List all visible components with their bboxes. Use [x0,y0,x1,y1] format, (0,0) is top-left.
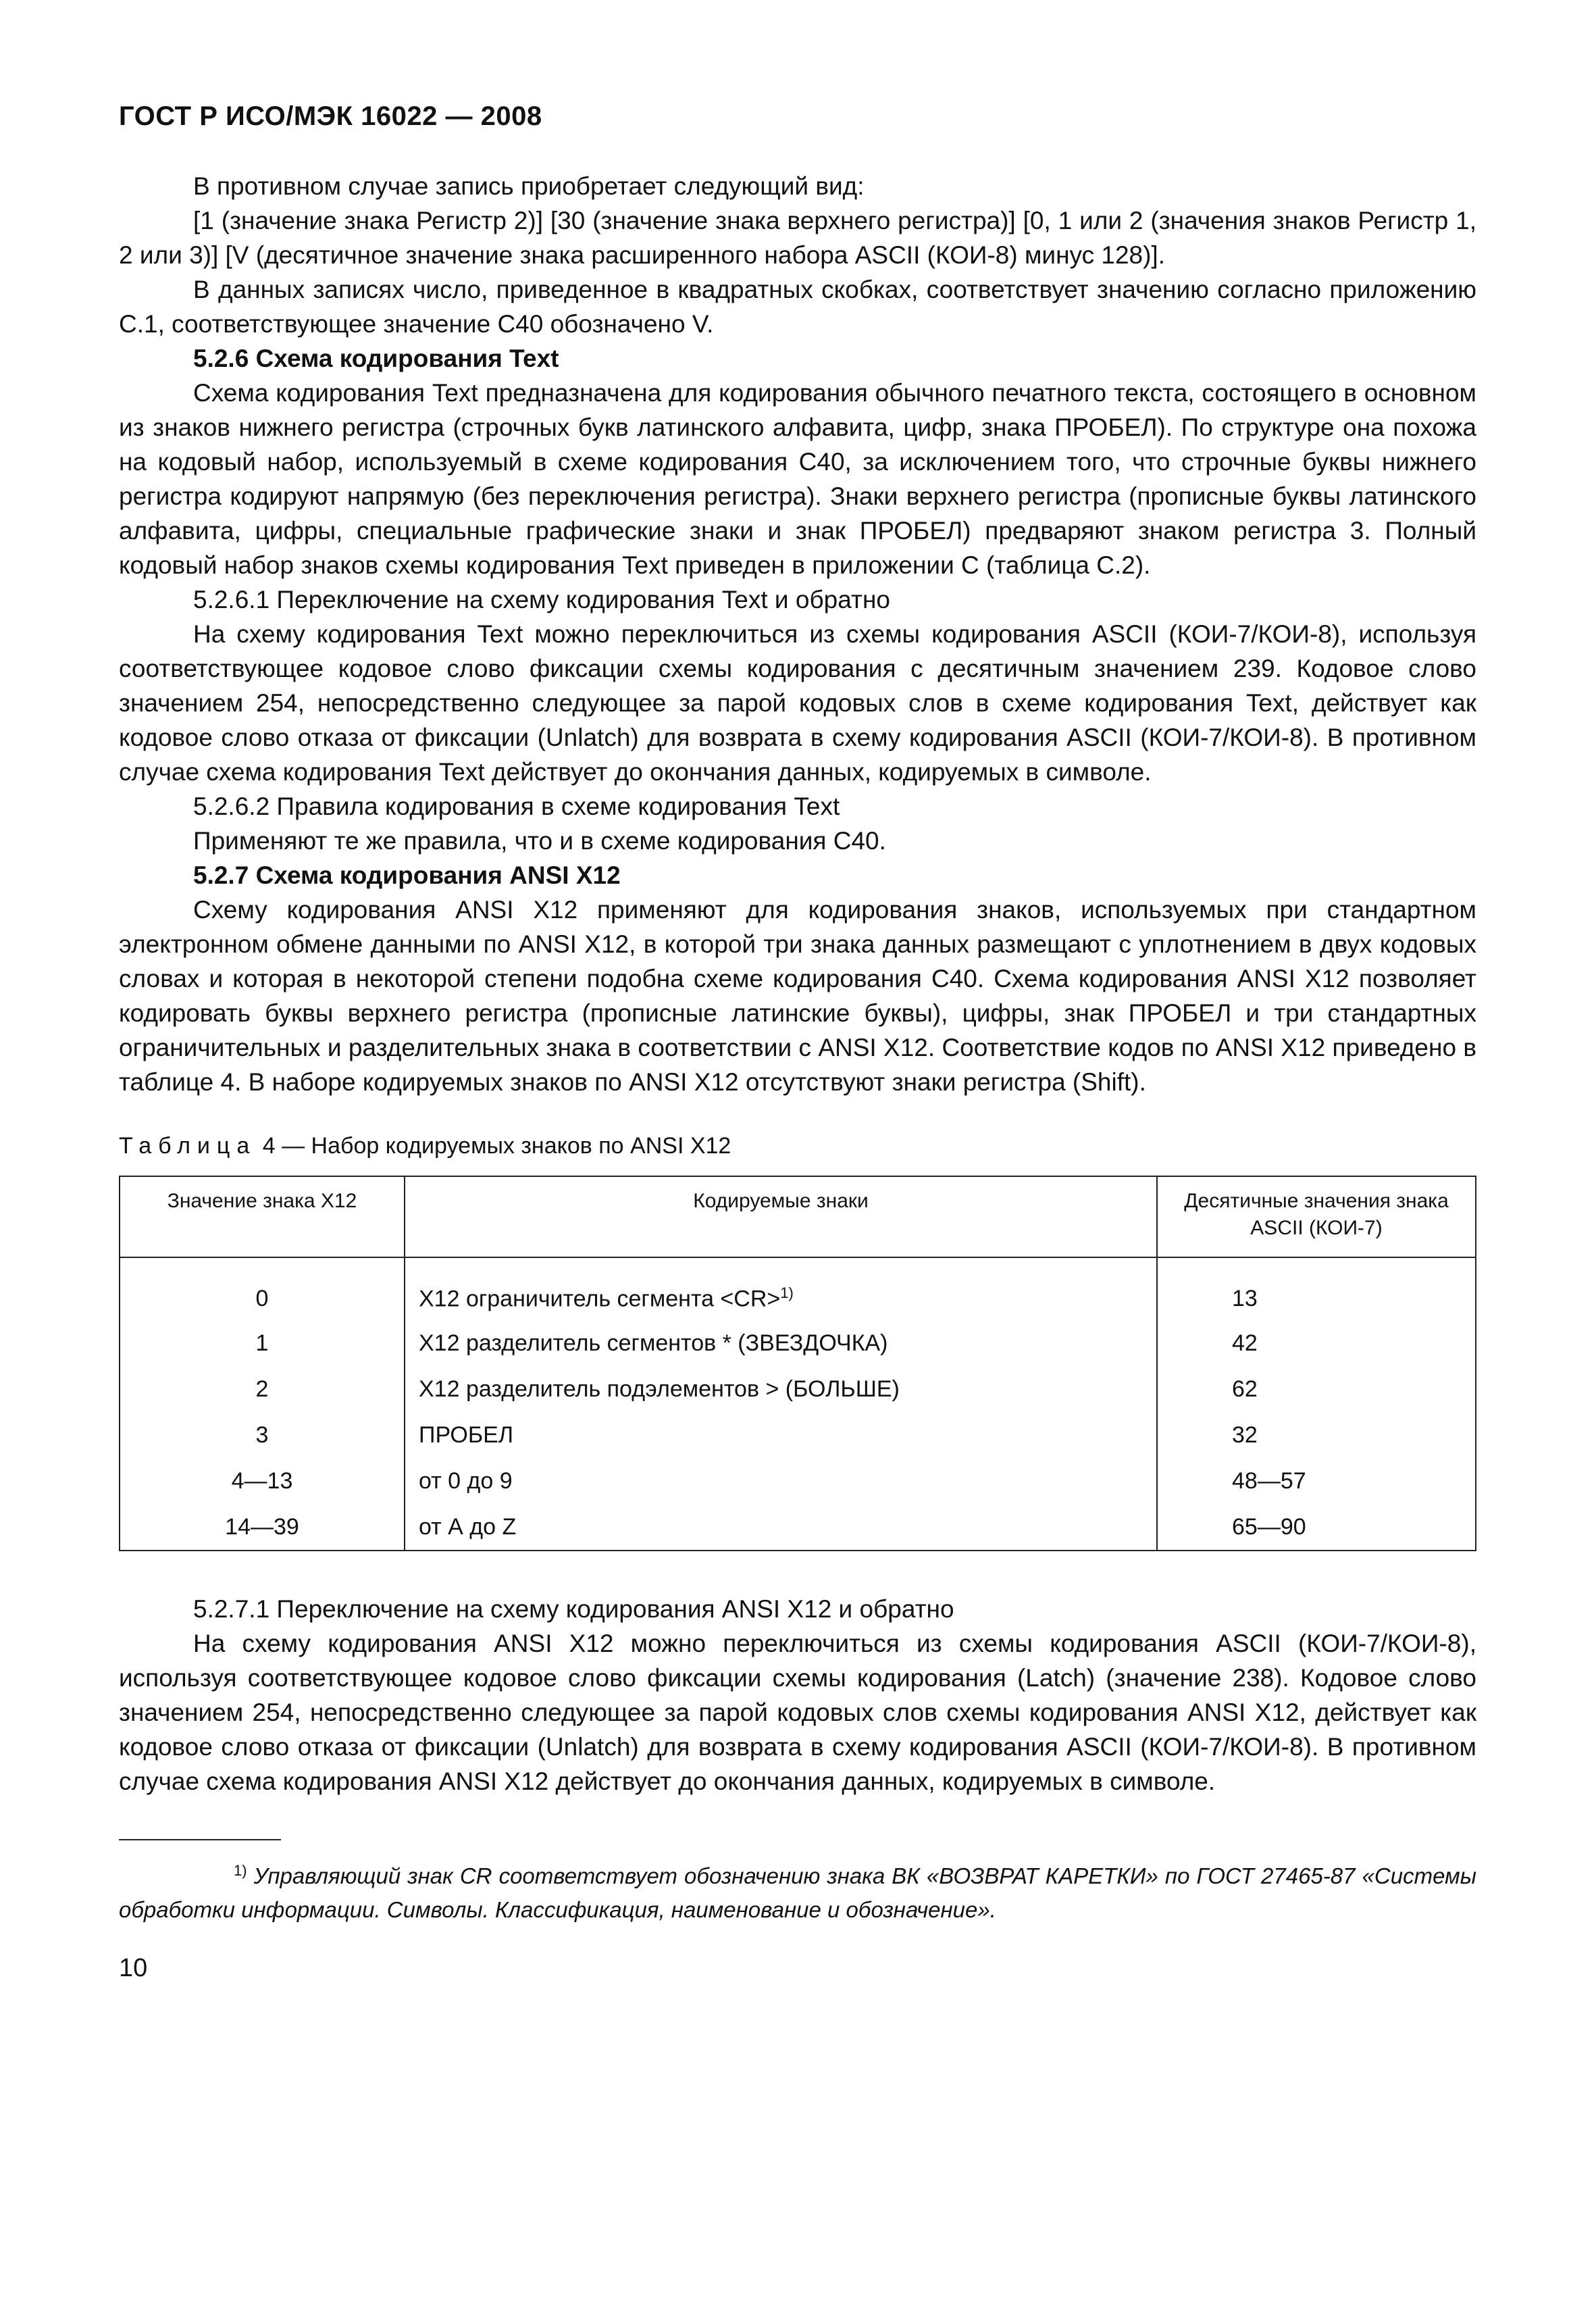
table-header-cell: Десятичные значения знака ASCII (КОИ-7) [1157,1176,1476,1257]
footnote-marker: 1) [234,1862,247,1879]
paragraph: В данных записях число, приведенное в квадратных скобках, соответствует значению согласно приложению С.1, соответствующее значение С40 обозначено V. [119,276,1476,338]
paragraph: В противном случае запись приобретает следующий вид: [193,172,865,200]
document-page [119,101,1476,1983]
table-cell: 1 [120,1320,405,1366]
table-cell [405,1257,1157,1320]
table-cell: от А до Z [405,1504,1157,1551]
table-cell: ПРОБЕЛ [405,1412,1157,1458]
paragraph: На схему кодирования Text можно переключиться из схемы кодирования ASCII (КОИ-7/КОИ-8), используя соответствующее кодовое слово фиксации схемы кодирования с десятичным значением 239. Кодовое слово значением 254, непосредственно следующее за парой кодовых слов в схеме кодирования Text, действует как кодовое слово отказа от фиксации (Unlatch) для возврата в схему кодирования ASCII (КОИ-7/КОИ-8). В противном случае схема кодирования Text действует до окончания данных, кодируемых в символе. [119,620,1476,786]
table-cell: X12 разделитель подэлементов > (БОЛЬШЕ) [405,1366,1157,1412]
table-cell: 65—90 [1157,1504,1476,1551]
subsection-title-5-2-7-1: 5.2.7.1 Переключение на схему кодирования ANSI X12 и обратно [193,1595,954,1623]
table-cell: от 0 до 9 [405,1458,1157,1504]
table-cell: 62 [1157,1366,1476,1412]
paragraph: Схема кодирования Text предназначена для кодирования обычного печатного текста, состоящего в основном из знаков нижнего регистра (строчных букв латинского алфавита, цифр, знака ПРОБЕЛ). По структуре она похожа на кодовый набор, используемый в схеме кодирования С40, за исключением того, что строчные буквы нижнего регистра кодируют напрямую (без переключения регистра). Знаки верхнего регистра (прописные буквы латинского алфавита, цифры, специальные графические знаки и знак ПРОБЕЛ) предваряют знаком регистра 3. Полный кодовый набор знаков схемы кодирования Text приведен в приложении С (таблица С.2). [119,379,1476,579]
table-caption [119,1133,1476,1159]
footnote-divider [119,1839,281,1840]
table-cell: 42 [1157,1320,1476,1366]
x12-table [119,1176,1476,1551]
table-caption-prefix: Таблица [119,1133,257,1159]
table-cell: 3 [120,1412,405,1458]
table-cell: 0 [120,1257,405,1320]
page-number: 10 [119,1954,148,1982]
section-heading-5-2-6: 5.2.6 Схема кодирования Text [193,345,559,372]
table-row [120,1412,1476,1458]
footnote-text: Управляющий знак CR соответствует обозначению знака ВК «ВОЗВРАТ КАРЕТКИ» по ГОСТ 27465-87 «Системы обработки информации. Символы. Классификация, наименование и обозначение». [119,1863,1476,1922]
page-header: ГОСТ Р ИСО/МЭК 16022 — 2008 [119,101,542,131]
table-row [120,1366,1476,1412]
section-heading-5-2-7: 5.2.7 Схема кодирования ANSI X12 [193,861,621,889]
subsection-title-5-2-6-1: 5.2.6.1 Переключение на схему кодирования Text и обратно [193,586,890,613]
paragraph: Схему кодирования ANSI X12 применяют для кодирования знаков, используемых при стандартном электронном обмене данными по ANSI X12, в которой три знака данных размещают с уплотнением в двух кодовых словах и которая в некоторой степени подобна схеме кодирования С40. Схема кодирования ANSI X12 позволяет кодировать буквы верхнего регистра (прописные латинские буквы), цифры, знак ПРОБЕЛ и три стандартных ограничительных и разделительных знака в соответствии с ANSI X12. Соответствие кодов по ANSI X12 приведено в таблице 4. В наборе кодируемых знаков по ANSI X12 отсутствуют знаки регистра (Shift). [119,896,1476,1096]
footnote [119,1854,1476,1927]
table-row [120,1320,1476,1366]
table-cell: 14—39 [120,1504,405,1551]
table-header-cell: Кодируемые знаки [405,1176,1157,1257]
paragraph: [1 (значение знака Регистр 2)] [30 (значение знака верхнего регистра)] [0, 1 или 2 (значения знаков Регистр 1, 2 или 3)] [V (десятичное значение знака расширенного набора ASCII (КОИ-8) минус 128)]. [119,207,1476,269]
table-row [120,1504,1476,1551]
table-header-cell: Значение знака X12 [120,1176,405,1257]
table-cell: 48—57 [1157,1458,1476,1504]
table-cell: 4—13 [120,1458,405,1504]
table-row [120,1257,1476,1320]
table-row [120,1458,1476,1504]
paragraph: На схему кодирования ANSI X12 можно переключиться из схемы кодирования ASCII (КОИ-7/КОИ-8), используя соответствующее кодовое слово фиксации схемы кодирования (Latch) (значение 238). Кодовое слово значением 254, непосредственно следующее за парой кодовых слов схемы кодирования ANSI X12, действует как кодовое слово отказа от фиксации (Unlatch) для возврата в схему кодирования ASCII (КОИ-7/КОИ-8). В противном случае схема кодирования ANSI X12 действует до окончания данных, кодируемых в символе. [119,1630,1476,1795]
table-cell-text: X12 ограничитель сегмента <CR> [419,1286,781,1312]
footnote-ref: 1) [780,1284,794,1302]
table-cell: X12 разделитель сегментов * (ЗВЕЗДОЧКА) [405,1320,1157,1366]
table-cell: 13 [1157,1257,1476,1320]
table-cell: 2 [120,1366,405,1412]
subsection-title-5-2-6-2: 5.2.6.2 Правила кодирования в схеме кодирования Text [193,793,840,820]
table-cell: 32 [1157,1412,1476,1458]
paragraph: Применяют те же правила, что и в схеме кодирования С40. [193,827,886,855]
table-caption-text: 4 — Набор кодируемых знаков по ANSI X12 [256,1133,731,1159]
